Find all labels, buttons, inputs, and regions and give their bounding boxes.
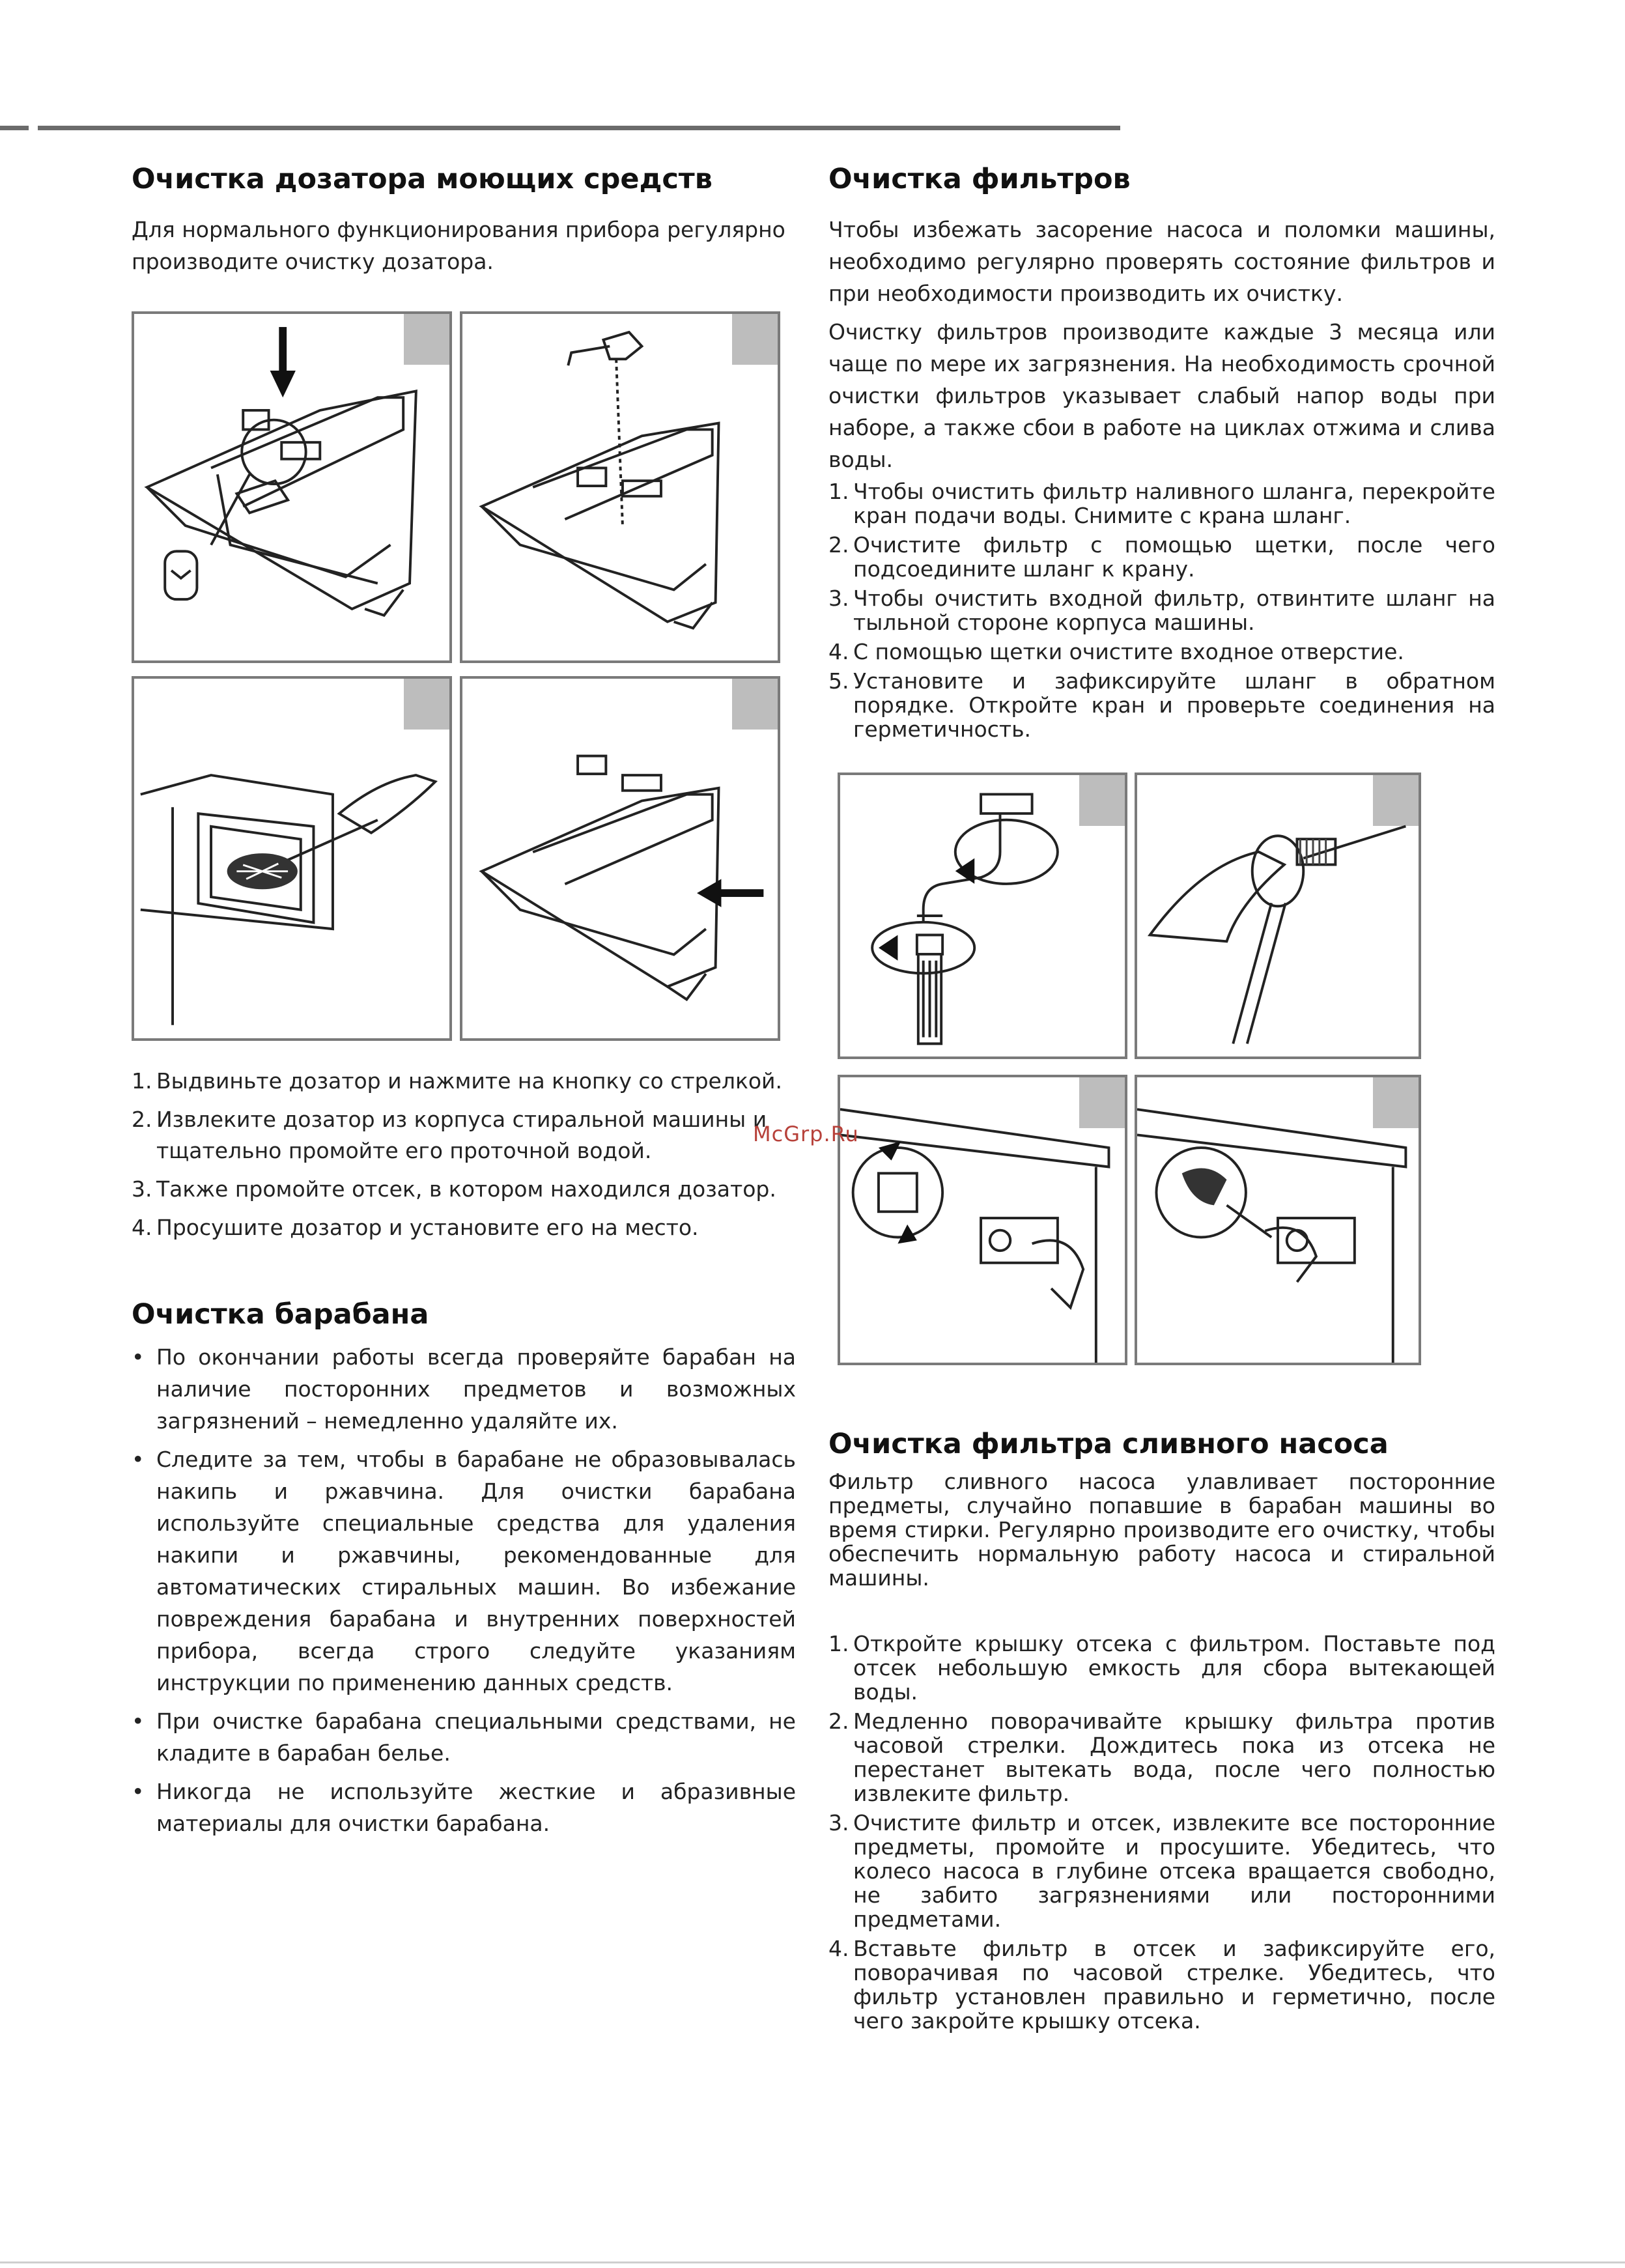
watermark: McGrp.Ru <box>753 1122 859 1146</box>
down-arrow-icon <box>270 327 296 397</box>
list-item: 4. С помощью щетки очистите входное отверстие. <box>828 639 1404 664</box>
dispenser-figure-2 <box>460 311 780 663</box>
header-rule <box>38 126 1120 130</box>
filters-intro-1: Чтобы избежать засорение насоса и поломки машины, необходимо регулярно проверять состояние фильтров и при необходимости производить их очистку. <box>828 217 1495 306</box>
drum-bullets <box>132 1341 796 1839</box>
dispenser-title: Очистка дозатора моющих средств <box>132 163 713 195</box>
list-item: 5. Установите и зафиксируйте шланг в обратном порядке. Откройте кран и проверьте соединения на герметичность. <box>828 668 1495 742</box>
brush-compartment-illustration <box>134 679 449 1038</box>
dispenser-figure-3 <box>132 676 452 1041</box>
list-item: 3. Чтобы очистить входной фильтр, отвинтите шланг на тыльной стороне корпуса машины. <box>828 586 1495 635</box>
filters-figure-4 <box>1135 1075 1421 1365</box>
list-item: 1. Выдвиньте дозатор и нажмите на кнопку со стрелкой. <box>132 1068 782 1094</box>
left-column <box>132 163 796 1839</box>
filters-title: Очистка фильтров <box>828 163 1131 195</box>
filters-intro-2: Очистку фильтров производите каждые 3 месяца или чаще по мере их загрязнения. На необходимость срочной очистки фильтров указывает слабый напор воды при наборе, а также сбои в работе на циклах отжима и слива воды. <box>828 319 1495 472</box>
rinse-under-tap-illustration <box>462 314 778 660</box>
filters-figure-3 <box>838 1075 1127 1365</box>
header-rule-left <box>0 126 29 130</box>
list-item: 1. Чтобы очистить фильтр наливного шланга, перекройте кран подачи воды. Снимите с крана шланг. <box>828 479 1495 528</box>
brush-inlet-hole-illustration <box>1137 1077 1419 1363</box>
footer-rule <box>0 2261 1625 2263</box>
filter-figures <box>828 773 1495 1365</box>
filters-figure-2 <box>1135 773 1421 1059</box>
list-item: • По окончании работы всегда проверяйте барабан на наличие посторонних предметов и возможных загрязнений – немедленно удаляйте их. <box>132 1341 796 1437</box>
list-item: • При очистке барабана специальными средствами, не кладите в барабан белье. <box>132 1705 796 1769</box>
left-arrow-icon <box>697 879 763 907</box>
list-item: • Следите за тем, чтобы в барабане не образовывалась накипь и ржавчина. Для очистки барабана используйте специальные средства для удаления накипи и ржавчины, рекомендованные для автоматических стиральных машин. Во избежание повреждения барабана и внутренних поверхностей прибора, всегда строго следуйте указаниям инструкции по применению данных средств. <box>132 1443 796 1699</box>
list-item: • Никогда не используйте жесткие и абразивные материалы для очистки барабана. <box>132 1776 796 1839</box>
dispenser-figures <box>132 311 796 1041</box>
filters-figure-1 <box>838 773 1127 1059</box>
brush-hose-filter-illustration <box>1137 775 1419 1056</box>
insert-drawer-illustration <box>462 679 778 1038</box>
list-item: 4. Просушите дозатор и установите его на место. <box>132 1215 699 1240</box>
dispenser-figure-1 <box>132 311 452 663</box>
list-item: 2. Извлеките дозатор из корпуса стиральной машины и тщательно промойте его проточной водой. <box>132 1107 767 1163</box>
drum-title: Очистка барабана <box>132 1298 429 1331</box>
unscrew-inlet-hose-illustration <box>840 1077 1125 1363</box>
filters-steps <box>828 479 1495 741</box>
pump-title: Очистка фильтра сливного насоса <box>828 1428 1389 1460</box>
list-item: 3. Очистите фильтр и отсек, извлеките все посторонние предметы, промойте и просушите. Убедитесь, что колесо насоса в глубине отсека вращается свободно, не забито загрязнениями или посторонними предметами. <box>828 1810 1495 1932</box>
unscrew-tap-hose-illustration <box>840 775 1125 1056</box>
drawer-press-button-illustration <box>134 314 449 660</box>
dispenser-intro: Для нормального функционирования прибора регулярно производите очистку дозатора. <box>132 217 785 274</box>
dispenser-figure-4 <box>460 676 780 1041</box>
list-item: 2. Очистите фильтр с помощью щетки, после чего подсоедините шланг к крану. <box>828 532 1495 582</box>
right-column <box>828 163 1495 2033</box>
list-item: 4. Вставьте фильтр в отсек и зафиксируйте его, поворачивая по часовой стрелке. Убедитесь, что фильтр установлен правильно и герметично, после чего закройте крышку отсека. <box>828 1936 1495 2034</box>
list-item: 3. Также промойте отсек, в котором находился дозатор. <box>132 1176 776 1202</box>
dispenser-steps <box>132 1066 796 1243</box>
list-item: 2. Медленно поворачивайте крышку фильтра против часовой стрелки. Дождитесь пока из отсека не перестанет вытекать вода, после чего полностью извлеките фильтр. <box>828 1708 1495 1806</box>
list-item: 1. Откройте крышку отсека с фильтром. Поставьте под отсек небольшую емкость для сбора вытекающей воды. <box>828 1631 1495 1705</box>
pump-intro: Фильтр сливного насоса улавливает посторонние предметы, случайно попавшие в барабан машины во время стирки. Регулярно производите его очистку, чтобы обеспечить нормальную работу насоса и стиральной машины. <box>828 1469 1495 1591</box>
pump-steps <box>828 1632 1495 2033</box>
